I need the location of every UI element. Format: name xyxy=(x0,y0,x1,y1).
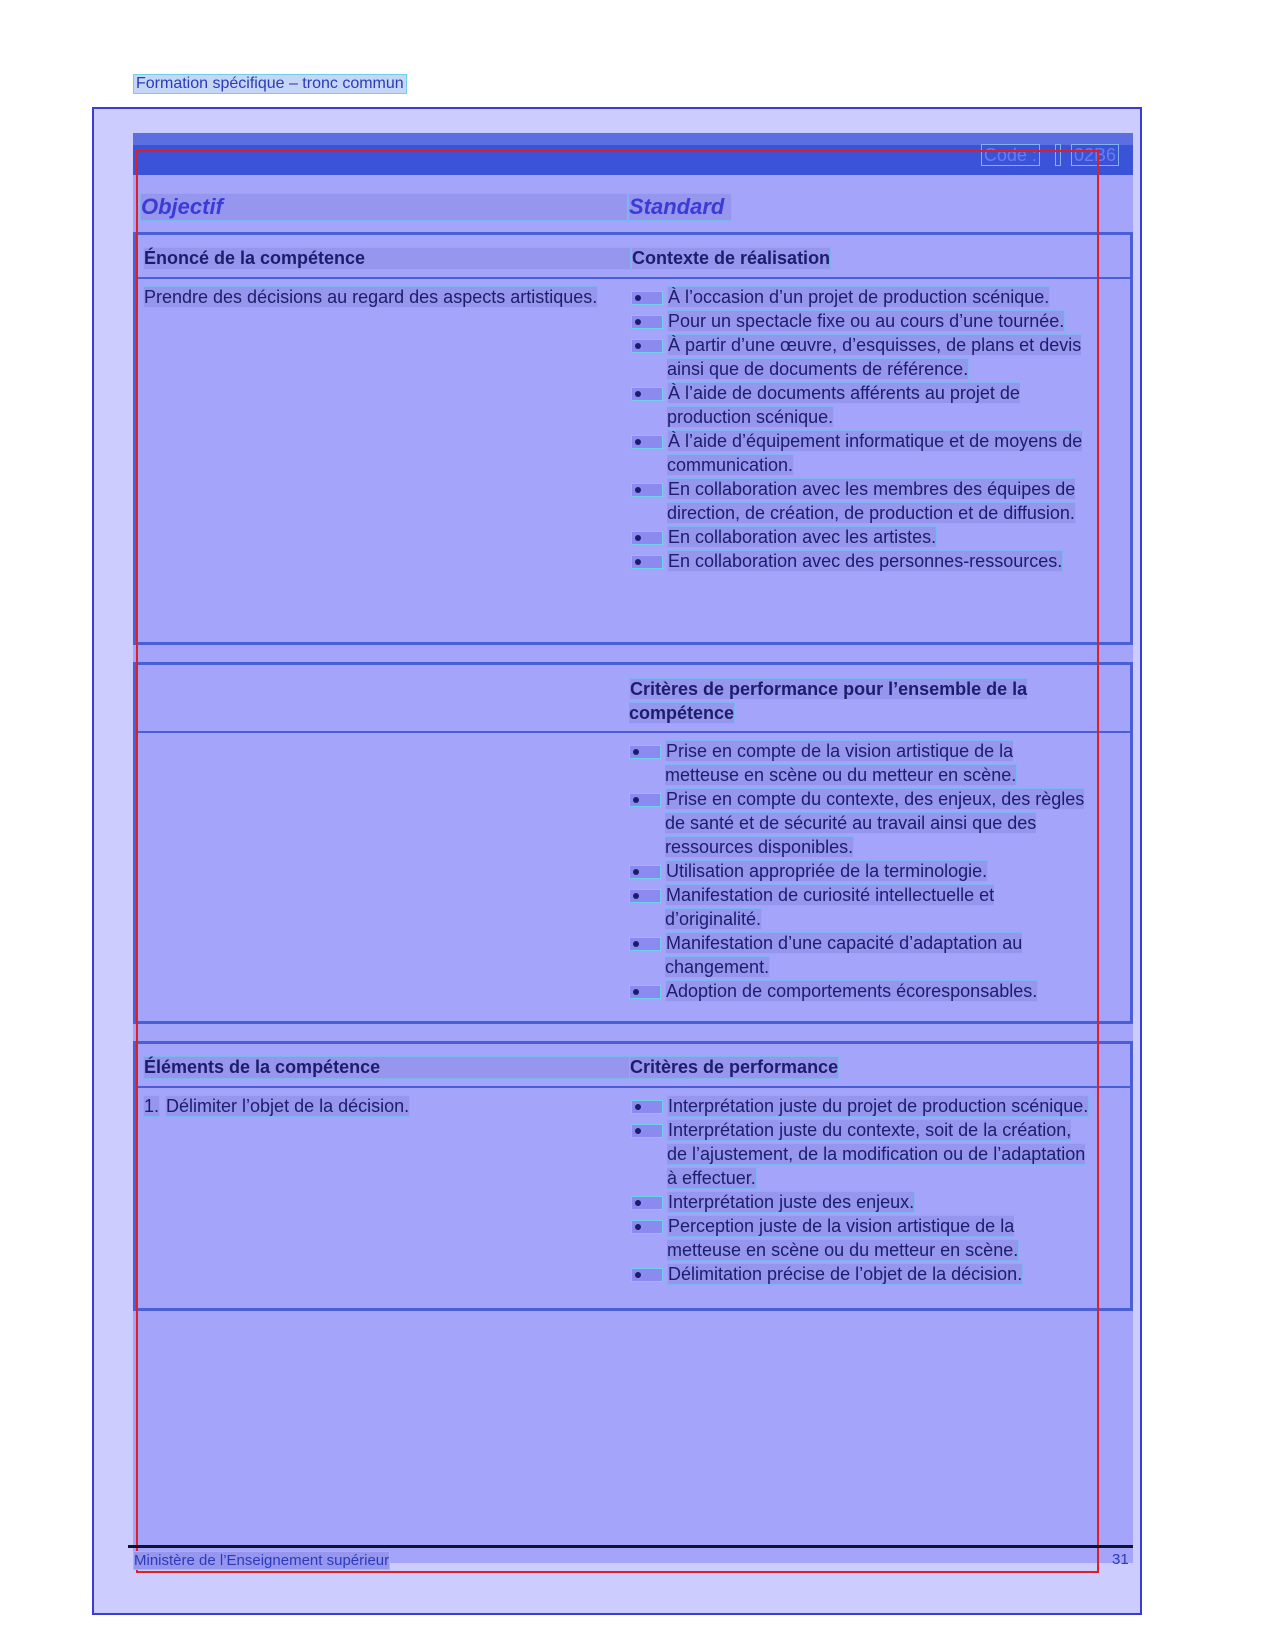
contexte-item xyxy=(631,477,1091,525)
contexte-item-text: Pour un spectacle fixe ou au cours d’une tournée. xyxy=(668,311,1065,331)
objectif-label: Objectif xyxy=(140,193,628,221)
contexte-item-text: À l’aide d’équipement informatique et de moyens de communication. xyxy=(667,431,1083,475)
bullet-icon xyxy=(631,387,663,401)
contexte-item-text: En collaboration avec des personnes-ressources. xyxy=(668,551,1063,571)
criteria-list-cell xyxy=(631,1094,1091,1286)
criteria-overall-item xyxy=(629,931,1089,979)
competency-code xyxy=(981,145,1119,166)
contexte-item-text: À l’aide de documents afférents au projet de production scénique. xyxy=(667,383,1020,427)
element-item xyxy=(143,1094,633,1118)
contexte-item xyxy=(631,309,1091,333)
contexte-item xyxy=(631,333,1091,381)
elements-table xyxy=(133,1041,1133,1311)
bullet-icon xyxy=(631,555,663,569)
footer-rule xyxy=(128,1545,1133,1548)
contexte-list-cell xyxy=(631,285,1091,573)
criteria-item-text: Interprétation juste du projet de production scénique. xyxy=(668,1096,1089,1116)
code-separator xyxy=(1055,144,1061,166)
bullet-icon xyxy=(631,291,663,305)
page-number: 31 xyxy=(1112,1551,1129,1568)
bullet-icon xyxy=(631,1100,663,1114)
contexte-item xyxy=(631,525,1091,549)
competence-statement-text: Prendre des décisions au regard des aspects artistiques. xyxy=(144,287,598,307)
contexte-list xyxy=(631,285,1091,573)
criteria-item xyxy=(631,1190,1091,1214)
code-label: Code : xyxy=(981,144,1040,166)
criteria-overall-item xyxy=(629,883,1089,931)
criteria-overall-title-text: Critères de performance pour l’ensemble de la compétence xyxy=(629,679,1028,723)
bullet-icon xyxy=(629,865,661,879)
element-number: 1. xyxy=(144,1096,160,1116)
criteria-item-text: Perception juste de la vision artistique de la metteuse en scène ou du metteur en scène. xyxy=(667,1216,1019,1260)
criteria-overall-item-text: Prise en compte de la vision artistique de la metteuse en scène ou du metteur en scène. xyxy=(665,741,1017,785)
criteria-overall-item xyxy=(629,739,1089,787)
competence-statement xyxy=(143,285,633,309)
contexte-item xyxy=(631,381,1091,429)
code-value: 02B6 xyxy=(1071,144,1119,166)
criteria-list xyxy=(631,1094,1091,1286)
criteria-item xyxy=(631,1094,1091,1118)
contexte-item-text: À partir d’une œuvre, d’esquisses, de plans et devis ainsi que de documents de référence. xyxy=(667,335,1082,379)
criteria-overall-item-text: Manifestation de curiosité intellectuelle et d’originalité. xyxy=(665,885,995,929)
criteria-overall-list xyxy=(629,739,1089,1003)
criteria-overall-item-text: Utilisation appropriée de la terminologie. xyxy=(666,861,988,881)
enonce-header: Énoncé de la compétence xyxy=(143,247,631,270)
bullet-icon xyxy=(631,315,663,329)
bullet-icon xyxy=(631,1196,663,1210)
criteria-overall-list-cell xyxy=(629,739,1089,1003)
criteria-overall-item-text: Prise en compte du contexte, des enjeux, des règles de santé et de sécurité au travail ainsi que des ressources disponibles. xyxy=(665,789,1085,857)
contexte-item-text: En collaboration avec les artistes. xyxy=(668,527,937,547)
bullet-icon xyxy=(631,435,663,449)
code-band xyxy=(133,133,1133,175)
criteria-item-text: Interprétation juste des enjeux. xyxy=(668,1192,915,1212)
criteria-header: Critères de performance xyxy=(630,1057,839,1077)
contexte-item xyxy=(631,285,1091,309)
competence-table-header xyxy=(136,235,1130,279)
contexte-item xyxy=(631,429,1091,477)
bullet-icon xyxy=(631,1268,663,1282)
bullet-icon xyxy=(631,1124,663,1138)
criteria-item-text: Interprétation juste du contexte, soit de la création, de l’ajustement, de la modification ou de l’adaptation à effectuer. xyxy=(667,1120,1086,1188)
competence-table xyxy=(133,232,1133,645)
element-text: Délimiter l’objet de la décision. xyxy=(166,1096,410,1116)
bullet-icon xyxy=(629,937,661,951)
criteria-overall-item xyxy=(629,979,1089,1003)
criteria-overall-item xyxy=(629,787,1089,859)
contexte-item-text: À l’occasion d’un projet de production scénique. xyxy=(668,287,1050,307)
criteria-overall-item-text: Adoption de comportements écoresponsables. xyxy=(666,981,1038,1001)
contexte-header: Contexte de réalisation xyxy=(632,248,831,268)
bullet-icon xyxy=(629,793,661,807)
bullet-icon xyxy=(631,531,663,545)
criteria-overall-item xyxy=(629,859,1089,883)
standard-label: Standard xyxy=(628,193,732,221)
running-head: Formation spécifique – tronc commun xyxy=(133,74,407,94)
bullet-icon xyxy=(629,745,661,759)
bullet-icon xyxy=(631,1220,663,1234)
elements-header: Éléments de la compétence xyxy=(143,1056,631,1079)
criteria-item-text: Délimitation précise de l’objet de la décision. xyxy=(668,1264,1023,1284)
criteria-overall-item-text: Manifestation d’une capacité d’adaptation au changement. xyxy=(665,933,1023,977)
criteria-item xyxy=(631,1118,1091,1190)
criteria-overall-header xyxy=(136,665,1130,733)
criteria-overall-title xyxy=(629,677,1079,725)
criteria-overall-table xyxy=(133,662,1133,1024)
bullet-icon xyxy=(629,889,661,903)
contexte-item-text: En collaboration avec les membres des équipes de direction, de création, de production et de diffusion. xyxy=(667,479,1076,523)
criteria-item xyxy=(631,1262,1091,1286)
bullet-icon xyxy=(629,985,661,999)
criteria-item xyxy=(631,1214,1091,1262)
elements-table-header xyxy=(136,1044,1130,1088)
bullet-icon xyxy=(631,483,663,497)
contexte-item xyxy=(631,549,1091,573)
footer-ministry: Ministère de l’Enseignement supérieur xyxy=(134,1552,390,1569)
bullet-icon xyxy=(631,339,663,353)
